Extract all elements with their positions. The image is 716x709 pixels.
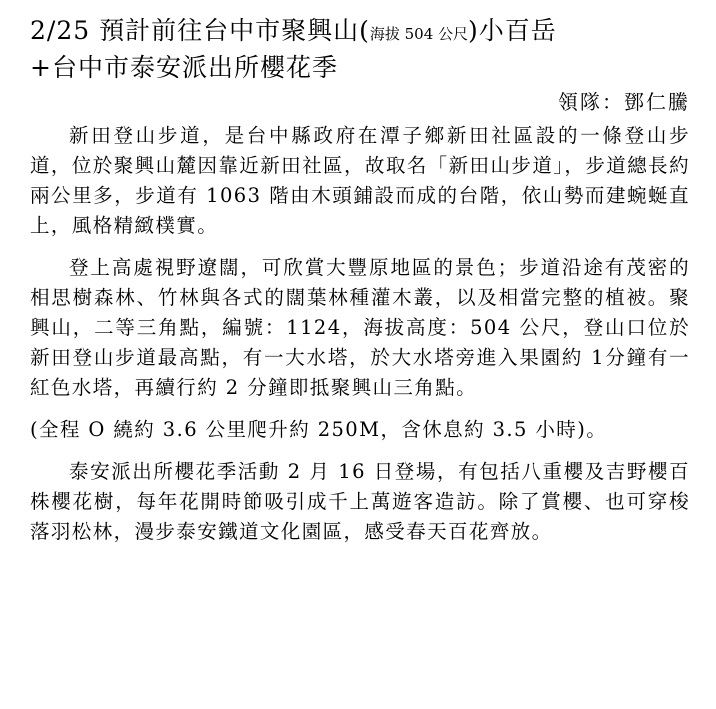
title-part-2: )小百岳 [468, 16, 557, 45]
title-part-1: 2/25 預計前往台中市聚興山( [30, 16, 370, 45]
leader-line: 領隊：鄧仁騰 [558, 90, 690, 114]
paragraph-trail-details: 登上高處視野遼闊，可欣賞大豐原地區的景色；步道沿途有茂密的相思樹森林、竹林與各式的闊葉林種灌木叢，以及相當完整的植被。聚興山，二等三角點，編號：1124，海拔高度：504 公尺，登山口位於新田登山步道最高點，有一大水塔，於大水塔旁進入果園約 1分鐘有一紅色水塔，再續行約 2 分鐘即抵聚興山三角點。 [30, 256, 690, 399]
paragraph-cherry-blossom: 泰安派出所櫻花季活動 2 月 16 日登場，有包括八重櫻及吉野櫻百株櫻花樹，每年花開時節吸引成千上萬遊客造訪。除了賞櫻、也可穿梭落羽松林，漫步泰安鐵道文化園區，感受春天百花齊放。 [30, 460, 690, 543]
document-title [30, 14, 690, 85]
document [30, 14, 711, 559]
title-line-2: +台中市泰安派出所櫻花季 [30, 53, 338, 82]
title-elevation-note: 海拔 504 公尺 [369, 25, 469, 43]
paragraph-trip-summary: (全程 O 繞約 3.6 公里爬升約 250M，含休息約 3.5 小時)。 [30, 418, 608, 441]
paragraph-trail-intro: 新田登山步道，是台中縣政府在潭子鄉新田社區設的一條登山步道，位於聚興山麓因靠近新田社區，故取名「新田山步道」，步道總長約 兩公里多，步道有 1063 階由木頭鋪設而成的台階，依山勢而建蜿蜒直上，風格精緻樸實。 [30, 124, 711, 237]
